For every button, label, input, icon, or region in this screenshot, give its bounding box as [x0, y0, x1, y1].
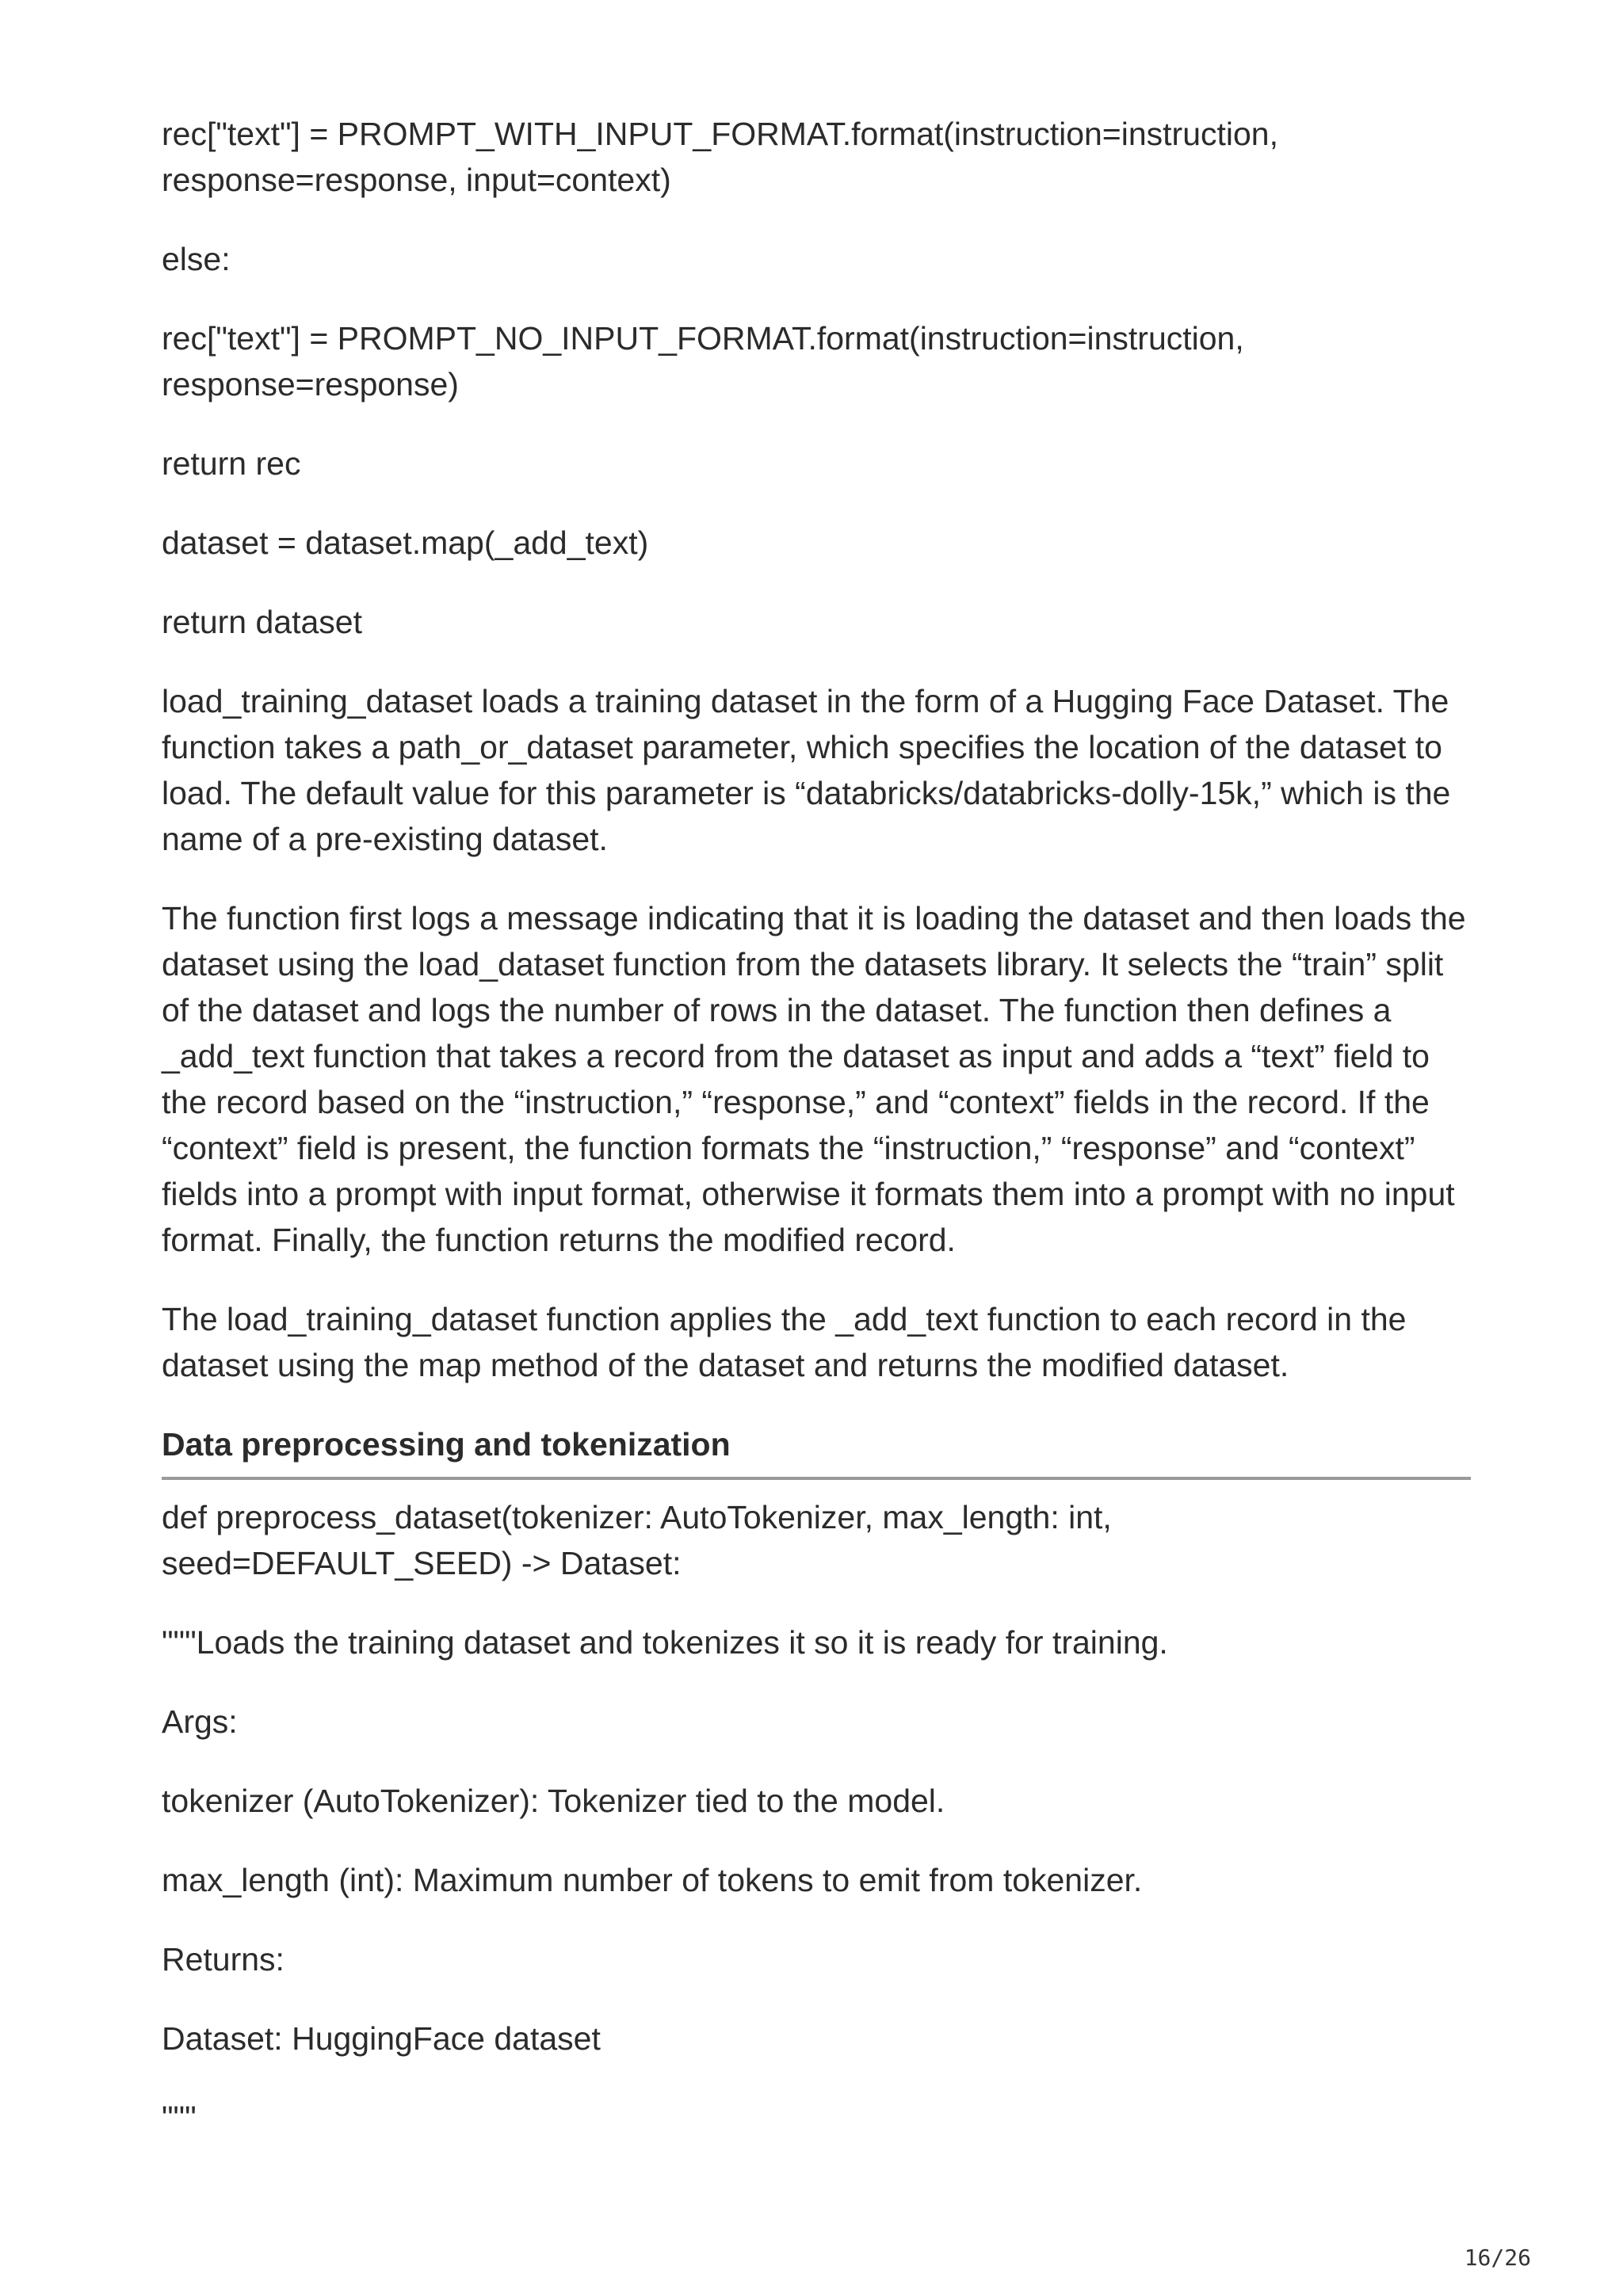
section-heading: Data preprocessing and tokenization — [162, 1421, 1471, 1480]
section-header — [162, 1421, 1471, 1480]
code-line: rec["text"] = PROMPT_WITH_INPUT_FORMAT.format(instruction=instruction, response=response, input=context) — [162, 116, 1278, 198]
paragraph: The function first logs a message indicating that it is loading the dataset and then loads the dataset using the load_dataset function from the datasets library. It selects the “train” split of the dataset and logs the number of rows in the dataset. The function then defines a _add_text function that takes a record from the dataset as input and adds a “text” field to the record based on the “instruction,” “response,” and “context” fields in the record. If the “context” field is present, the function formats the “instruction,” “response” and “context” fields into a prompt with input format, otherwise it formats them into a prompt with no input format. Finally, the function returns the modified record. — [162, 900, 1466, 1258]
explanation-text — [162, 678, 1471, 1388]
code-line: dataset = dataset.map(_add_text) — [162, 524, 649, 561]
code-line: max_length (int): Maximum number of tokens to emit from tokenizer. — [162, 1862, 1143, 1898]
code-line: Dataset: HuggingFace dataset — [162, 2020, 601, 2057]
paragraph: load_training_dataset loads a training dataset in the form of a Hugging Face Dataset. The function takes a path_or_dataset parameter, which specifies the location of the dataset to load. The default value for this parameter is “databricks/databricks-dolly-15k,” which is the name of a pre-existing dataset. — [162, 683, 1451, 857]
code-line: def preprocess_dataset(tokenizer: AutoTokenizer, max_length: int, seed=DEFAULT_SEED) -> Dataset: — [162, 1499, 1112, 1581]
code-line: tokenizer (AutoTokenizer): Tokenizer tied to the model. — [162, 1783, 945, 1819]
code-line: """ — [162, 2100, 197, 2136]
code-block-1 — [162, 111, 1471, 645]
code-line: Returns: — [162, 1941, 285, 1978]
code-block-2 — [162, 1494, 1471, 2141]
code-line: return dataset — [162, 604, 362, 640]
page-number: 16/26 — [1464, 2245, 1531, 2271]
page-content — [162, 111, 1471, 2174]
code-line: return rec — [162, 445, 301, 482]
code-line: rec["text"] = PROMPT_NO_INPUT_FORMAT.format(instruction=instruction, response=response) — [162, 320, 1244, 402]
code-line: else: — [162, 241, 231, 277]
code-line: """Loads the training dataset and tokenizes it so it is ready for training. — [162, 1624, 1168, 1661]
code-line: Args: — [162, 1703, 238, 1740]
paragraph: The load_training_dataset function applies the _add_text function to each record in the dataset using the map method of the dataset and returns the modified dataset. — [162, 1301, 1407, 1383]
